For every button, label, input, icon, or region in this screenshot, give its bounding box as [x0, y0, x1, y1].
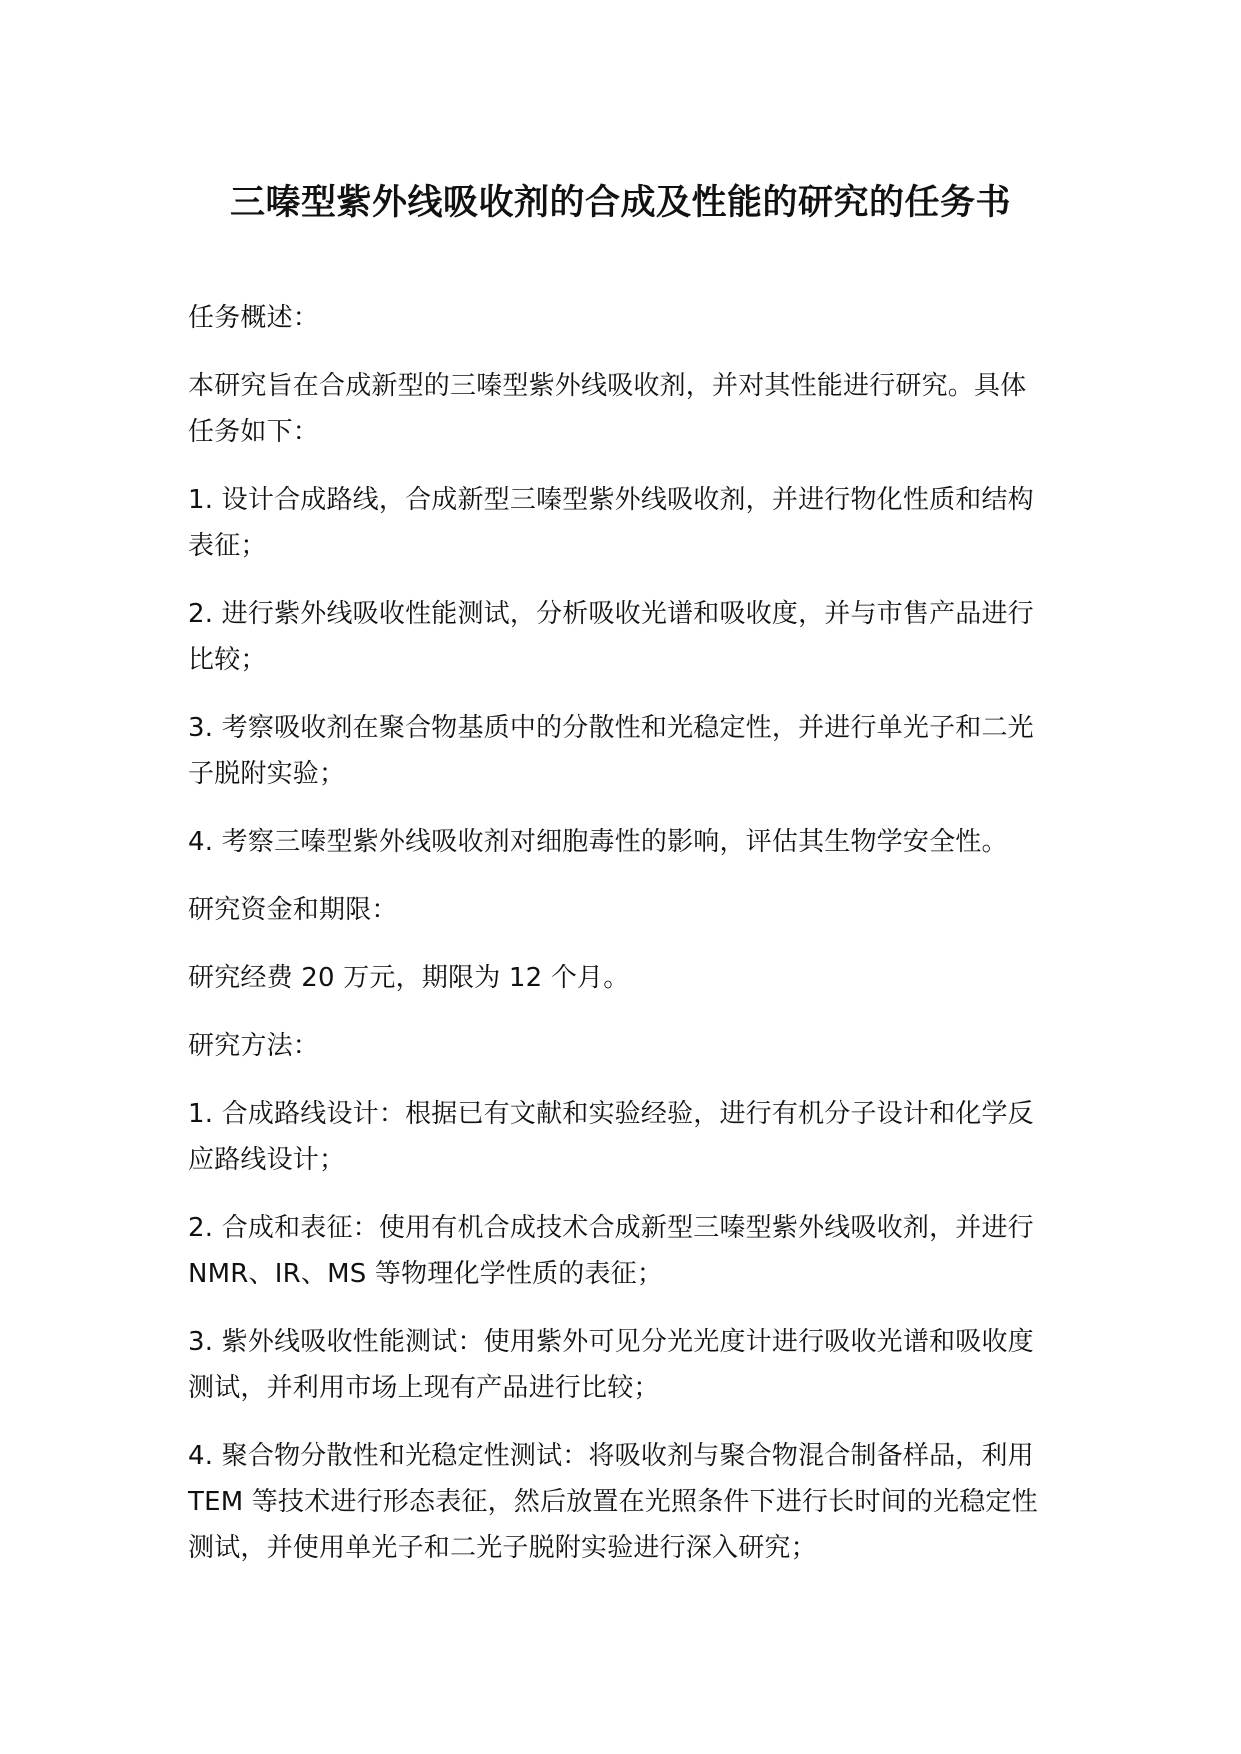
task-item-3: 3. 考察吸收剂在聚合物基质中的分散性和光稳定性，并进行单光子和二光子脱附实验； — [188, 713, 1034, 789]
method-item-2: 2. 合成和表征：使用有机合成技术合成新型三嗪型紫外线吸收剂，并进行 NMR、IR、MS 等物理化学性质的表征； — [188, 1213, 1034, 1289]
document-title: 三嗪型紫外线吸收剂的合成及性能的研究的任务书 — [229, 183, 1011, 223]
paragraph-funding: 研究经费 20 万元，期限为 12 个月。 — [188, 963, 630, 993]
section-heading-funding: 研究资金和期限： — [188, 895, 398, 925]
document-body — [188, 295, 1048, 1593]
section-heading-methods: 研究方法： — [188, 1031, 320, 1061]
method-item-4: 4. 聚合物分散性和光稳定性测试：将吸收剂与聚合物混合制备样品，利用 TEM 等技术进行形态表征，然后放置在光照条件下进行长时间的光稳定性测试，并使用单光子和二光子脱附实验进行深入研究； — [188, 1441, 1038, 1563]
method-item-3: 3. 紫外线吸收性能测试：使用紫外可见分光光度计进行吸收光谱和吸收度测试，并利用市场上现有产品进行比较； — [188, 1327, 1034, 1403]
paragraph-intro: 本研究旨在合成新型的三嗪型紫外线吸收剂，并对其性能进行研究。具体任务如下： — [188, 371, 1027, 447]
task-item-1: 1. 设计合成路线，合成新型三嗪型紫外线吸收剂，并进行物化性质和结构表征； — [188, 485, 1034, 561]
task-item-2: 2. 进行紫外线吸收性能测试，分析吸收光谱和吸收度，并与市售产品进行比较； — [188, 599, 1034, 675]
method-item-1: 1. 合成路线设计：根据已有文献和实验经验，进行有机分子设计和化学反应路线设计； — [188, 1099, 1034, 1175]
task-item-4: 4. 考察三嗪型紫外线吸收剂对细胞毒性的影响，评估其生物学安全性。 — [188, 827, 1008, 857]
section-heading-overview: 任务概述： — [188, 303, 320, 333]
